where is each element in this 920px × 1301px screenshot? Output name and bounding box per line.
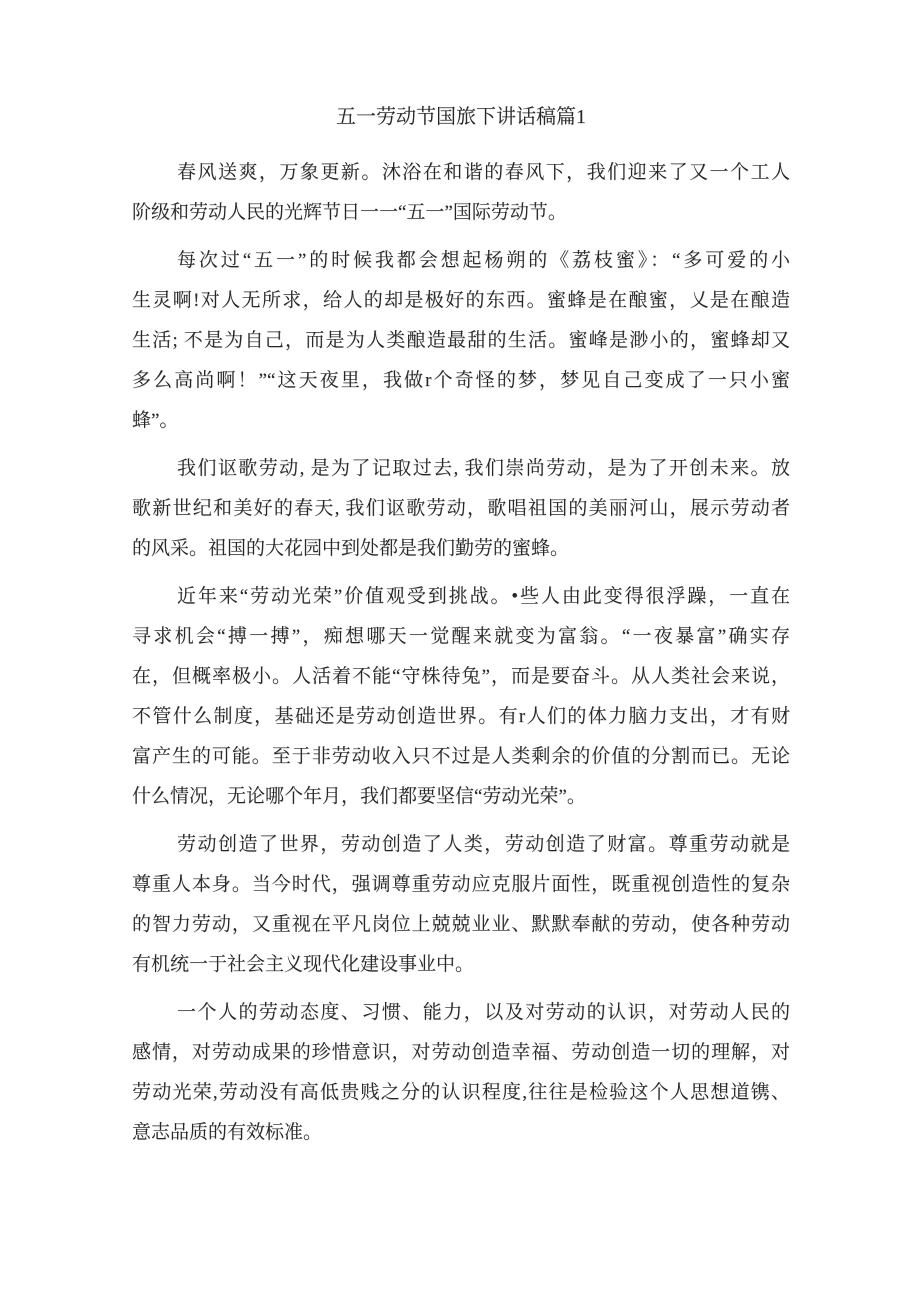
paragraph [132, 577, 790, 817]
text-line: 春风送爽，万象更新。沐浴在和谐的春风下，我们迎来了又一个工人 [177, 162, 790, 183]
text-line: 蜂”。 [132, 410, 179, 431]
text-line: 生灵啊!对人无所求，给人的却是极好的东西。蜜蜂是在酿蜜，乂是在酿造 [132, 290, 790, 311]
paragraph [132, 241, 790, 441]
text-line: 多么高尚啊！”“这天夜里，我做r个奇怪的梦，梦见自己变成了一只小蜜 [132, 370, 790, 391]
text-line: 歌新世纪和美好的春天, 我们讴歌劳动，歌唱祖国的美丽河山，展示劳动者 [132, 498, 790, 519]
document-body [132, 153, 790, 1153]
paragraph [132, 825, 790, 985]
text-line: 什么情况，无论哪个年月，我们都要坚信“劳动光荣”。 [132, 786, 586, 807]
text-line: 在，但概率极小。人活着不能“守株待兔”，而是要奋斗。从人类社会来说， [132, 666, 790, 687]
text-line: 感情，对劳动成果的珍惜意识，对劳动创造幸福、劳动创造一切的理解，对 [132, 1042, 790, 1063]
paragraph [132, 153, 790, 233]
text-line: 每次过“五一”的时候我都会想起杨朔的《荔枝蜜》：“多可爱的小 [177, 250, 790, 271]
text-line: 生活; 不是为自己，而是为人类酿造最甜的生活。蜜峰是渺小的，蜜蜂却又 [132, 330, 790, 351]
text-line: 劳动光荣,劳动没有高低贵贱之分的认识程度,往往是检验这个人思想道镌、 [132, 1082, 790, 1103]
paragraph [132, 993, 790, 1153]
text-line: 劳动创造了世界，劳动创造了人类，劳动创造了财富。尊重劳动就是 [177, 834, 790, 855]
text-line: 阶级和劳动人民的光辉节日一一“五一”国际劳动节。 [132, 202, 567, 223]
text-line: 寻求机会“搏一搏”，痴想哪天一觉醒来就变为富翁。“一夜暴富”确实存 [132, 626, 790, 647]
text-line: 不管什么制度，基础还是劳动创造世界。有r人们的体力脑力支出，才有财 [132, 706, 790, 727]
text-line: 有机统一于社会主义现代化建设事业中。 [132, 954, 475, 975]
text-line: 我们讴歌劳动, 是为了记取过去, 我们崇尚劳动，是为了开创未来。放 [177, 458, 790, 479]
text-line: 意志品质的有效标准。 [132, 1122, 323, 1143]
text-line: 尊重人本身。当今时代，强调尊重劳动应克服片面性，既重视创造性的复杂 [132, 874, 790, 895]
text-line: 的智力劳动，又重视在平凡岗位上兢兢业业、默默奉献的劳动，使各种劳动 [132, 914, 790, 935]
text-line: 一个人的劳动态度、习惯、能力，以及对劳动的认识，对劳动人民的 [177, 1002, 790, 1023]
text-line: 富产生的可能。至于非劳动收入只不过是人类剩余的价值的分割而已。无论 [132, 746, 790, 767]
document-title: 五一劳动节国旅下讲话稿篇1 [336, 106, 586, 128]
text-line: 近年来“劳动光荣”价值观受到挑战。•些人由此变得很浮躁，一直在 [177, 586, 790, 607]
paragraph [132, 449, 790, 569]
text-line: 的风采。祖国的大花园中到处都是我们勤劳的蜜蜂。 [132, 538, 570, 559]
